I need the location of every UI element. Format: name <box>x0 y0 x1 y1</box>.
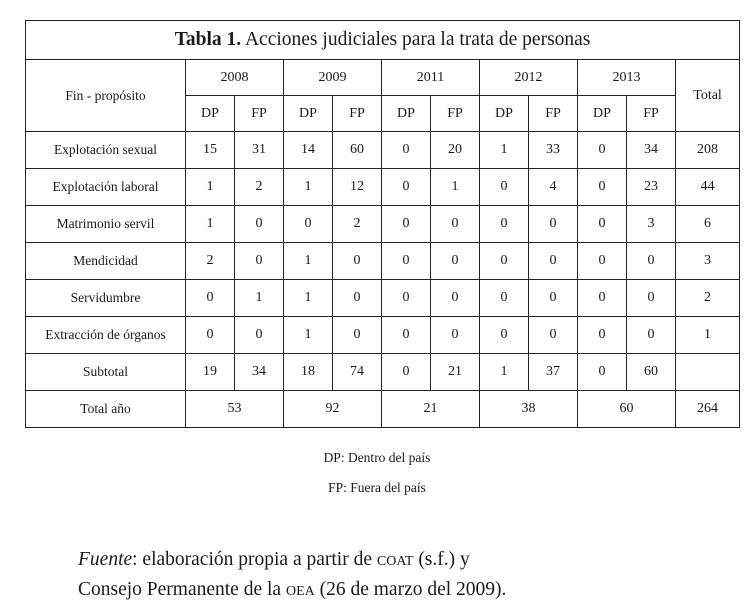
table-cell: 0 <box>382 243 431 280</box>
row-label: Total año <box>26 391 186 428</box>
table-cell: 0 <box>480 317 529 354</box>
table-cell: 0 <box>235 317 284 354</box>
table-cell: 0 <box>578 354 627 391</box>
source-label: Fuente <box>78 549 133 570</box>
table-cell: 0 <box>529 206 578 243</box>
table-title <box>26 21 740 60</box>
table-cell: 18 <box>284 354 333 391</box>
table-cell: 74 <box>333 354 382 391</box>
table-cell: 37 <box>529 354 578 391</box>
table-cell: 1 <box>284 280 333 317</box>
table-cell: 0 <box>627 280 676 317</box>
table-cell: 0 <box>578 169 627 206</box>
table-cell: 1 <box>186 169 235 206</box>
year-header: 2008 <box>186 60 284 96</box>
table-row <box>26 354 740 391</box>
table-cell: 0 <box>382 132 431 169</box>
source-oea: oea <box>285 579 315 600</box>
table-row <box>26 243 740 280</box>
row-label: Explotación laboral <box>26 169 186 206</box>
table-cell: 0 <box>578 206 627 243</box>
table-cell: 21 <box>431 354 480 391</box>
table-cell: 0 <box>382 206 431 243</box>
source-text: Consejo Permanente de la <box>78 579 286 600</box>
row-label: Servidumbre <box>26 280 186 317</box>
year-total-cell: 60 <box>578 391 676 428</box>
table-cell: 4 <box>529 169 578 206</box>
dp-subheader: DP <box>578 96 627 132</box>
row-label: Explotación sexual <box>26 132 186 169</box>
dp-subheader: DP <box>480 96 529 132</box>
table-cell: 0 <box>333 317 382 354</box>
table-cell: 0 <box>529 280 578 317</box>
dp-subheader: DP <box>284 96 333 132</box>
table-cell: 34 <box>235 354 284 391</box>
row-total: 2 <box>676 280 740 317</box>
grand-total: 264 <box>676 391 740 428</box>
table-cell: 0 <box>431 317 480 354</box>
table-cell: 0 <box>333 280 382 317</box>
table-cell: 0 <box>431 280 480 317</box>
year-header: 2012 <box>480 60 578 96</box>
table-cell: 0 <box>529 317 578 354</box>
year-header: 2013 <box>578 60 676 96</box>
year-total-cell: 21 <box>382 391 480 428</box>
total-header: Total <box>676 60 740 132</box>
row-label: Subtotal <box>26 354 186 391</box>
year-header: 2011 <box>382 60 480 96</box>
source-text: (s.f.) y <box>413 549 470 570</box>
row-header: Fin - propósito <box>26 60 186 132</box>
table-cell: 0 <box>431 206 480 243</box>
source-text: (26 de marzo del 2009). <box>314 579 507 600</box>
table-cell: 60 <box>627 354 676 391</box>
year-total-cell: 92 <box>284 391 382 428</box>
table-cell: 0 <box>578 280 627 317</box>
source-coat: coat <box>376 549 414 570</box>
table-title-text: Acciones judiciales para la trata de personas <box>241 29 591 50</box>
table-row <box>26 132 740 169</box>
table-cell: 15 <box>186 132 235 169</box>
row-total: 44 <box>676 169 740 206</box>
table-cell: 20 <box>431 132 480 169</box>
row-total <box>676 354 740 391</box>
table-cell: 1 <box>186 206 235 243</box>
table-cell: 12 <box>333 169 382 206</box>
table-cell: 0 <box>431 243 480 280</box>
table-row <box>26 317 740 354</box>
fp-subheader: FP <box>529 96 578 132</box>
table-cell: 0 <box>529 243 578 280</box>
note-fp: FP: Fuera del país <box>328 480 426 495</box>
table-row <box>26 280 740 317</box>
table-cell: 0 <box>480 243 529 280</box>
table-cell: 3 <box>627 206 676 243</box>
row-total: 6 <box>676 206 740 243</box>
table-cell: 0 <box>627 317 676 354</box>
table-cell: 0 <box>186 317 235 354</box>
table-cell: 0 <box>578 243 627 280</box>
table-cell: 0 <box>333 243 382 280</box>
table-cell: 19 <box>186 354 235 391</box>
table-cell: 1 <box>235 280 284 317</box>
table-cell: 1 <box>284 317 333 354</box>
table-cell: 2 <box>333 206 382 243</box>
row-label: Matrimonio servil <box>26 206 186 243</box>
row-total: 208 <box>676 132 740 169</box>
row-label: Extracción de órganos <box>26 317 186 354</box>
table-cell: 34 <box>627 132 676 169</box>
row-total: 1 <box>676 317 740 354</box>
table-cell: 0 <box>578 317 627 354</box>
table-cell: 0 <box>382 317 431 354</box>
table-cell: 0 <box>382 169 431 206</box>
year-total-cell: 53 <box>186 391 284 428</box>
table-cell: 1 <box>480 354 529 391</box>
dp-subheader: DP <box>382 96 431 132</box>
dp-subheader: DP <box>186 96 235 132</box>
source-text: : elaboración propia a partir de <box>132 549 377 570</box>
total-year-row <box>26 391 740 428</box>
fp-subheader: FP <box>235 96 284 132</box>
table-cell: 2 <box>186 243 235 280</box>
table-cell: 1 <box>480 132 529 169</box>
year-header: 2009 <box>284 60 382 96</box>
row-label: Mendicidad <box>26 243 186 280</box>
table-cell: 60 <box>333 132 382 169</box>
table-cell: 1 <box>431 169 480 206</box>
fp-subheader: FP <box>627 96 676 132</box>
table-cell: 0 <box>627 243 676 280</box>
table-cell: 0 <box>578 132 627 169</box>
table-row <box>26 169 740 206</box>
table-cell: 2 <box>235 169 284 206</box>
table-row <box>26 206 740 243</box>
table-cell: 23 <box>627 169 676 206</box>
table-cell: 31 <box>235 132 284 169</box>
note-dp: DP: Dentro del país <box>323 450 431 465</box>
year-total-cell: 38 <box>480 391 578 428</box>
table-cell: 0 <box>480 206 529 243</box>
table-cell: 0 <box>186 280 235 317</box>
fp-subheader: FP <box>431 96 480 132</box>
table-cell: 0 <box>480 169 529 206</box>
table-cell: 1 <box>284 243 333 280</box>
table-cell: 0 <box>480 280 529 317</box>
row-total: 3 <box>676 243 740 280</box>
table-cell: 0 <box>235 206 284 243</box>
table-title-number: Tabla 1. <box>174 29 242 50</box>
table-cell: 0 <box>235 243 284 280</box>
fp-subheader: FP <box>333 96 382 132</box>
table-cell: 0 <box>382 280 431 317</box>
actions-table <box>25 20 740 428</box>
table-cell: 0 <box>284 206 333 243</box>
source-note <box>78 545 506 605</box>
table-cell: 33 <box>529 132 578 169</box>
table-cell: 14 <box>284 132 333 169</box>
table-cell: 1 <box>284 169 333 206</box>
table-cell: 0 <box>382 354 431 391</box>
